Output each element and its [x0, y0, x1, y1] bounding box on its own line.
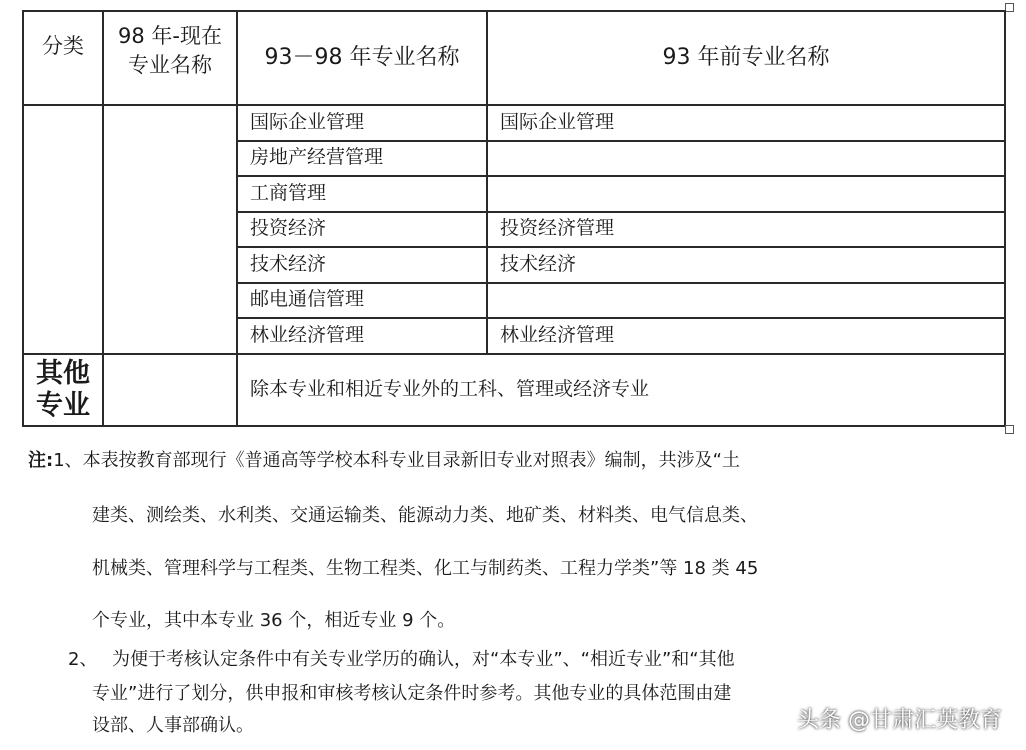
note-item1-line3: 机械类、管理科学与工程类、生物工程类、化工与制药类、工程力学类”等 18 类 45 — [92, 558, 759, 579]
mid-name-cell: 工商管理 — [237, 176, 487, 212]
watermark-text: 头条 @甘肃汇英教育 — [797, 707, 1002, 733]
before-name-cell: 林业经济管理 — [487, 318, 1005, 354]
note-label: 注: — [28, 450, 54, 471]
header-current-line1: 98 年-现在 — [118, 24, 222, 48]
table-resize-handle — [1005, 425, 1014, 434]
before-name-cell — [487, 176, 1005, 212]
note-item1-line4: 个专业，其中本专业 36 个，相近专业 9 个。 — [92, 610, 456, 631]
header-before-93-name: 93 年前专业名称 — [487, 11, 1005, 105]
other-description-cell: 除本专业和相近专业外的工科、管理或经济专业 — [237, 354, 1005, 426]
other-current-name-cell-empty — [103, 354, 237, 426]
mid-name-cell: 邮电通信管理 — [237, 283, 487, 319]
mid-name-cell: 技术经济 — [237, 247, 487, 283]
header-93-98-name: 93－98 年专业名称 — [237, 11, 487, 105]
note-item1-line1 — [28, 446, 740, 472]
other-major-row — [23, 354, 1005, 426]
mid-name-cell: 投资经济 — [237, 212, 487, 248]
corner-marker — [1005, 3, 1014, 12]
other-category-cell — [23, 354, 103, 426]
before-name-cell: 技术经济 — [487, 247, 1005, 283]
note-item2-line3: 设部、人事部确认。 — [92, 715, 254, 736]
major-comparison-table — [22, 10, 1006, 427]
table-row — [23, 105, 1005, 141]
note-item2-number: 2、 — [68, 649, 98, 670]
note-item2-line2: 专业”进行了划分，供申报和审核考核认定条件时参考。其他专业的具体范围由建 — [92, 683, 732, 704]
header-current-name — [103, 11, 237, 105]
current-name-cell-empty — [103, 105, 237, 354]
table-header-row — [23, 11, 1005, 105]
note-item1-line2: 建类、测绘类、水利类、交通运输类、能源动力类、地矿类、材料类、电气信息类、 — [92, 505, 758, 526]
before-name-cell: 投资经济管理 — [487, 212, 1005, 248]
header-category: 分类 — [23, 11, 103, 105]
mid-name-cell: 房地产经营管理 — [237, 141, 487, 177]
other-category-line1: 其他 — [36, 358, 90, 390]
header-current-line2: 专业名称 — [128, 53, 212, 78]
note-item2-line1: 为便于考核认定条件中有关专业学历的确认，对“本专业”、“相近专业”和“其他 — [112, 649, 735, 670]
mid-name-cell: 国际企业管理 — [237, 105, 487, 141]
before-name-cell: 国际企业管理 — [487, 105, 1005, 141]
before-name-cell — [487, 283, 1005, 319]
note-item1-text1: 1、本表按教育部现行《普通高等学校本科专业目录新旧专业对照表》编制，共涉及“土 — [53, 450, 740, 471]
category-cell-empty — [23, 105, 103, 354]
mid-name-cell: 林业经济管理 — [237, 318, 487, 354]
other-category-line2: 专业 — [36, 389, 90, 421]
before-name-cell — [487, 141, 1005, 177]
